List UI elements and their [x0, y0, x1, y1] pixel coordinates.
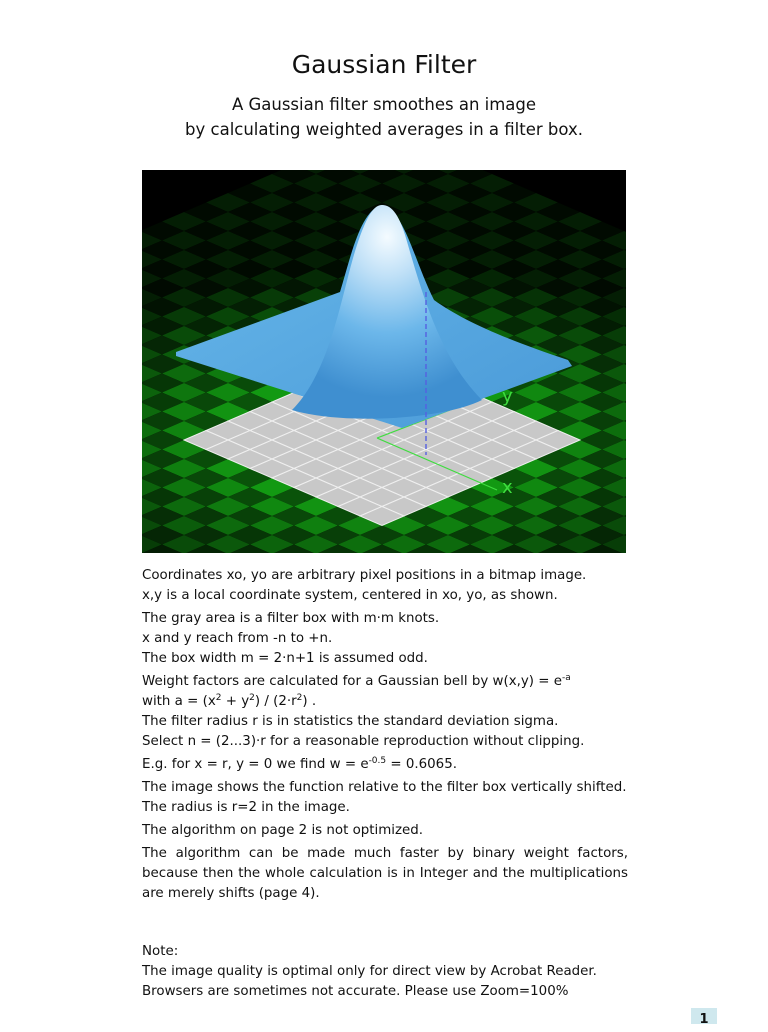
text-line: The box width m = 2·n+1 is assumed odd.	[142, 651, 428, 666]
page-title: Gaussian Filter	[291, 50, 477, 79]
text-line: The image shows the function relative to the filter box vertically shifted.	[142, 780, 627, 795]
page-number-badge: 1	[691, 1008, 717, 1024]
note-block	[142, 942, 628, 1002]
body-text	[142, 566, 628, 1005]
note-label: Note:	[142, 944, 179, 959]
gaussian-bell-svg	[142, 170, 626, 553]
text-line: Browsers are sometimes not accurate. Please use Zoom=100%	[142, 984, 569, 999]
formula-line: with $a = (x^2 + y^2) / (2\cdot r^2)$ .	[142, 693, 317, 709]
text-line: The filter radius r is in statistics the standard deviation sigma.	[142, 714, 559, 729]
text-line: The gray area is a filter box with m·m knots.	[142, 611, 440, 626]
text-line: Coordinates xo, yo are arbitrary pixel positions in a bitmap image.	[142, 568, 587, 583]
text-line: x and y reach from -n to +n.	[142, 631, 333, 646]
text-line: x,y is a local coordinate system, centered in xo, yo, as shown.	[142, 588, 558, 603]
gaussian-bell-figure	[142, 170, 626, 553]
paragraph-coordinates	[142, 566, 628, 606]
subtitle-line-1: A Gaussian filter smoothes an image	[231, 95, 537, 114]
paragraph-not-optimized: The algorithm on page 2 is not optimized.	[142, 823, 424, 838]
text-line: Weight factors are calculated for a Gaussian bell by $w(x,y) = e^{-a}$	[142, 673, 571, 689]
paragraph-image-notes	[142, 778, 628, 818]
paragraph-filter-box	[142, 609, 628, 669]
paragraph-example	[142, 755, 628, 775]
axis-y-label: y	[502, 386, 513, 407]
subtitle	[0, 92, 768, 142]
text-line: Select n = (2...3)·r for a reasonable reproduction without clipping.	[142, 734, 585, 749]
text-line: The image quality is optimal only for direct view by Acrobat Reader.	[142, 964, 597, 979]
subtitle-line-2: by calculating weighted averages in a filter box.	[185, 120, 583, 139]
text-line: E.g. for x = r, y = 0 we find $w = e^{-0.5} = 0.6065$.	[142, 756, 457, 772]
paragraph-binary-weights: The algorithm can be made much faster by binary weight factors, because then the whole calculation is in Integer and the multiplications are merely shifts (page 4).	[142, 846, 628, 901]
axis-x-label: x	[502, 477, 513, 498]
paragraph-weight-factors	[142, 672, 628, 752]
text-line: The radius is r=2 in the image.	[142, 800, 350, 815]
